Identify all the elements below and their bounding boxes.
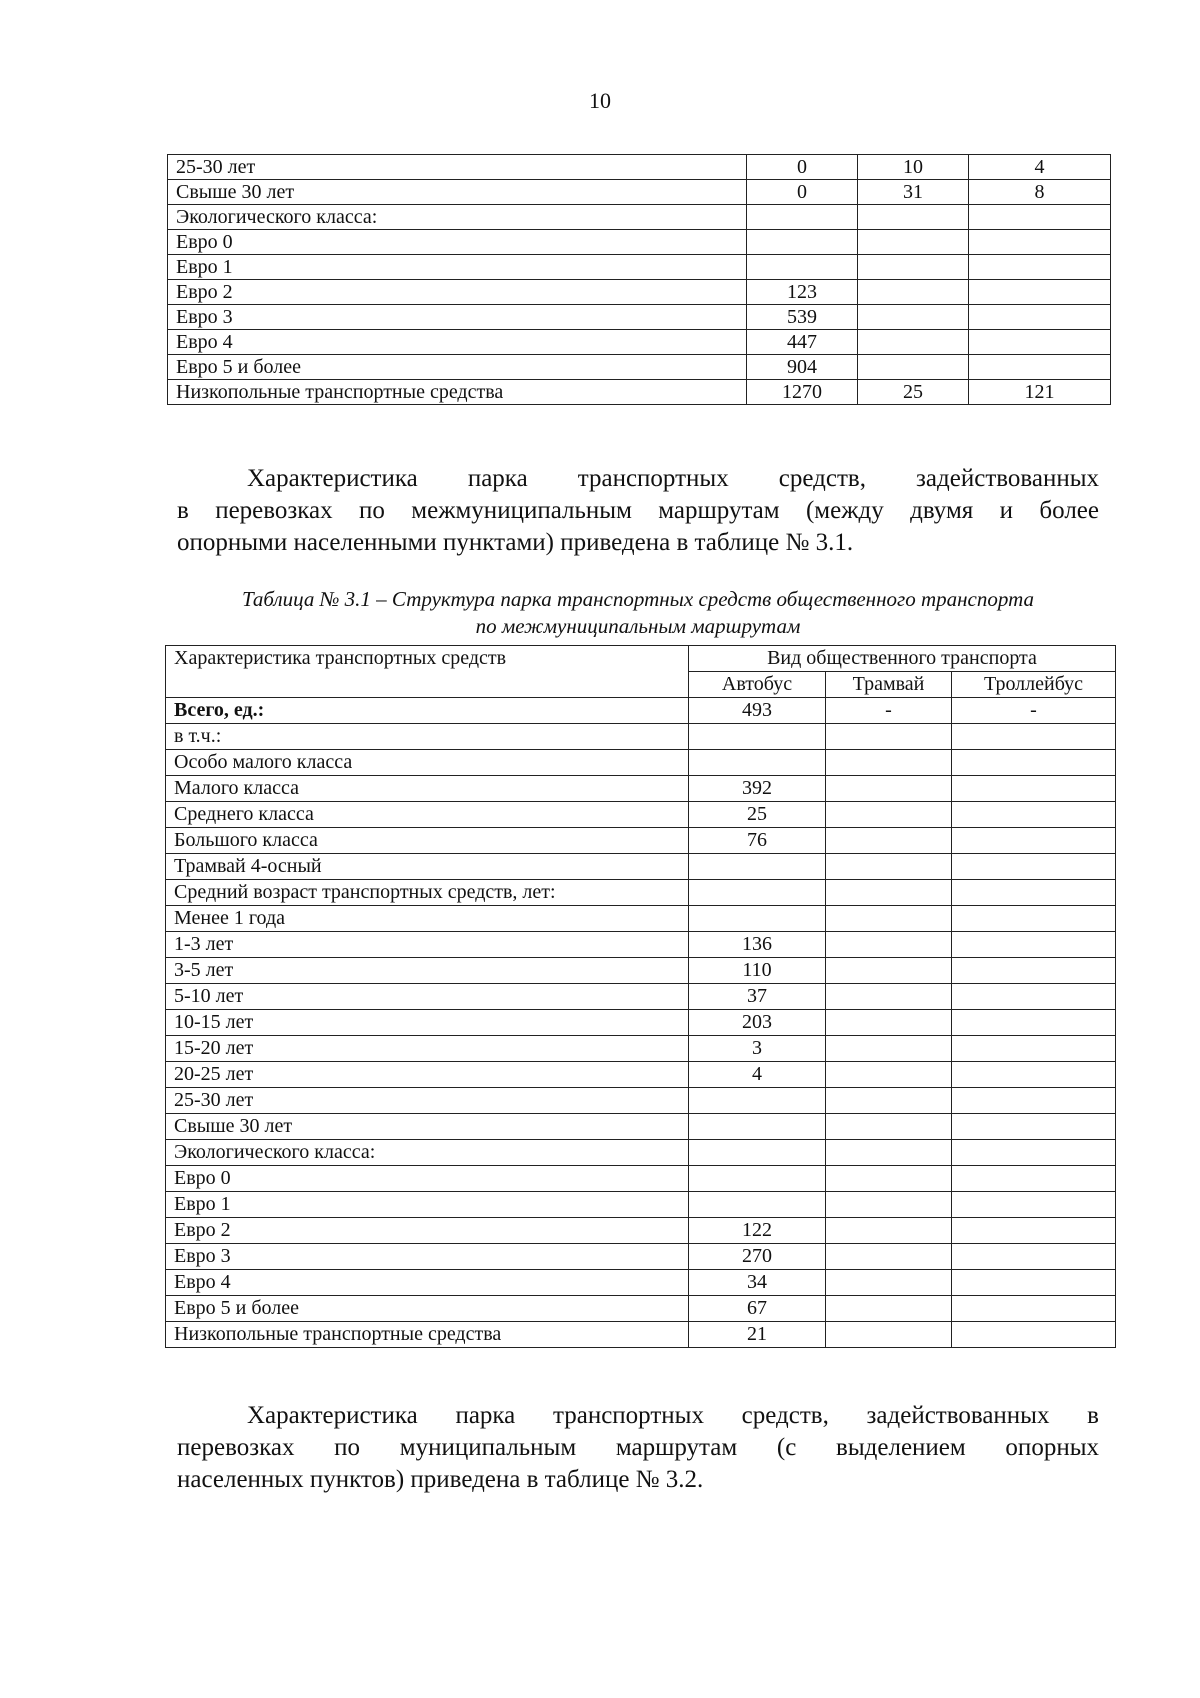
row-label: 20-25 лет [166, 1062, 689, 1088]
value-cell [952, 1192, 1116, 1218]
value-cell [826, 958, 952, 984]
value-cell [826, 750, 952, 776]
value-cell [969, 230, 1111, 255]
value-cell: 21 [689, 1322, 826, 1348]
value-cell [952, 1218, 1116, 1244]
table-row [166, 750, 1116, 776]
value-cell [689, 1114, 826, 1140]
value-cell: 136 [689, 932, 826, 958]
value-cell [969, 305, 1111, 330]
row-label: Евро 3 [166, 1244, 689, 1270]
row-label: Евро 5 и более [168, 355, 747, 380]
table-row [166, 906, 1116, 932]
intro-paragraph-table-3-1 [177, 463, 1099, 559]
row-label: Евро 3 [168, 305, 747, 330]
value-cell: 447 [747, 330, 858, 355]
value-cell: 110 [689, 958, 826, 984]
value-cell: 3 [689, 1036, 826, 1062]
value-cell [826, 880, 952, 906]
table-3-1-body [166, 698, 1116, 1348]
value-cell [689, 1192, 826, 1218]
value-cell [826, 1036, 952, 1062]
value-cell [952, 880, 1116, 906]
row-label: Евро 2 [168, 280, 747, 305]
value-cell: 31 [858, 180, 969, 205]
header-tram: Трамвай [826, 672, 952, 698]
row-label: 3-5 лет [166, 958, 689, 984]
intro-paragraph-table-3-2 [177, 1400, 1099, 1496]
value-cell [826, 854, 952, 880]
continued-fleet-table-body [168, 155, 1111, 405]
paragraph-line: опорными населенными пунктами) приведена в таблице № 3.1. [177, 529, 854, 556]
row-label: Евро 0 [166, 1166, 689, 1192]
row-label: Особо малого класса [166, 750, 689, 776]
value-cell [826, 802, 952, 828]
caption-line: по межмуниципальным маршрутам [475, 614, 801, 638]
value-cell: 34 [689, 1270, 826, 1296]
table-row [168, 355, 1111, 380]
table-row [168, 155, 1111, 180]
row-label: Свыше 30 лет [166, 1114, 689, 1140]
paragraph-line: населенных пунктов) приведена в таблице № 3.2. [177, 1466, 704, 1493]
value-cell [826, 1140, 952, 1166]
table-row [166, 932, 1116, 958]
paragraph-line: Характеристика парка транспортных средств, задействованных [247, 465, 1099, 492]
value-cell [952, 1062, 1116, 1088]
table-row [166, 1010, 1116, 1036]
value-cell [747, 205, 858, 230]
value-cell [826, 1296, 952, 1322]
value-cell [952, 1270, 1116, 1296]
table-row [166, 1192, 1116, 1218]
row-label: Евро 1 [166, 1192, 689, 1218]
row-label: Евро 4 [166, 1270, 689, 1296]
table-row [166, 1036, 1116, 1062]
table-row [168, 205, 1111, 230]
continued-fleet-table [167, 154, 1111, 405]
table-row [166, 776, 1116, 802]
value-cell [969, 205, 1111, 230]
table-row [166, 1166, 1116, 1192]
table-row [166, 828, 1116, 854]
value-cell: 25 [858, 380, 969, 405]
value-cell [952, 1244, 1116, 1270]
value-cell [952, 750, 1116, 776]
value-cell [826, 776, 952, 802]
row-label: Свыше 30 лет [168, 180, 747, 205]
table-row [166, 1088, 1116, 1114]
table-row [166, 1270, 1116, 1296]
value-cell: 121 [969, 380, 1111, 405]
value-cell [952, 1010, 1116, 1036]
value-cell: 4 [969, 155, 1111, 180]
row-label: 5-10 лет [166, 984, 689, 1010]
header-transport-type: Вид общественного транспорта [689, 646, 1116, 672]
value-cell [952, 1036, 1116, 1062]
header-characteristic: Характеристика транспортных средств [166, 646, 689, 698]
value-cell [689, 906, 826, 932]
value-cell [826, 1244, 952, 1270]
row-label: в т.ч.: [166, 724, 689, 750]
value-cell [826, 906, 952, 932]
table-row [168, 330, 1111, 355]
value-cell [826, 828, 952, 854]
table-row [168, 255, 1111, 280]
value-cell: 8 [969, 180, 1111, 205]
value-cell: 25 [689, 802, 826, 828]
value-cell [826, 984, 952, 1010]
value-cell [858, 280, 969, 305]
row-label: 1-3 лет [166, 932, 689, 958]
table-row [166, 724, 1116, 750]
value-cell [689, 750, 826, 776]
value-cell: 67 [689, 1296, 826, 1322]
row-label: Евро 1 [168, 255, 747, 280]
value-cell: 0 [747, 155, 858, 180]
value-cell [952, 1296, 1116, 1322]
row-label: 25-30 лет [166, 1088, 689, 1114]
value-cell [689, 1088, 826, 1114]
table-3-1 [165, 645, 1116, 1348]
value-cell [952, 1140, 1116, 1166]
table-row [166, 1296, 1116, 1322]
table-header-row [166, 646, 1116, 672]
value-cell [858, 305, 969, 330]
value-cell [952, 724, 1116, 750]
table-row [166, 1114, 1116, 1140]
value-cell [689, 724, 826, 750]
caption-line: Таблица № 3.1 – Структура парка транспортных средств общественного транспорта [241, 587, 1035, 611]
value-cell [826, 724, 952, 750]
row-label: Евро 0 [168, 230, 747, 255]
value-cell [952, 958, 1116, 984]
row-label: Трамвай 4-осный [166, 854, 689, 880]
value-cell: 37 [689, 984, 826, 1010]
value-cell [858, 355, 969, 380]
value-cell [826, 1166, 952, 1192]
row-label: Большого класса [166, 828, 689, 854]
value-cell: 4 [689, 1062, 826, 1088]
value-cell [969, 255, 1111, 280]
header-trolleybus: Троллейбус [952, 672, 1116, 698]
value-cell [858, 255, 969, 280]
value-cell [858, 330, 969, 355]
value-cell [952, 1114, 1116, 1140]
value-cell: 76 [689, 828, 826, 854]
row-label: Евро 4 [168, 330, 747, 355]
value-cell: 493 [689, 698, 826, 724]
value-cell: 392 [689, 776, 826, 802]
table-row [166, 1218, 1116, 1244]
value-cell: - [952, 698, 1116, 724]
table-row [166, 1322, 1116, 1348]
paragraph-line: Характеристика парка транспортных средств, задействованных в [247, 1402, 1099, 1429]
row-label: Низкопольные транспортные средства [166, 1322, 689, 1348]
row-label: Малого класса [166, 776, 689, 802]
row-label: Низкопольные транспортные средства [168, 380, 747, 405]
row-label: Евро 5 и более [166, 1296, 689, 1322]
value-cell [689, 880, 826, 906]
table-row [166, 984, 1116, 1010]
value-cell: 270 [689, 1244, 826, 1270]
table-row [166, 1244, 1116, 1270]
row-label: Экологического класса: [166, 1140, 689, 1166]
table-row [166, 802, 1116, 828]
table-3-1-caption [177, 586, 1099, 640]
value-cell [952, 984, 1116, 1010]
value-cell [826, 1010, 952, 1036]
table-row [166, 698, 1116, 724]
table-row [168, 305, 1111, 330]
value-cell [952, 776, 1116, 802]
value-cell [689, 1166, 826, 1192]
value-cell [952, 906, 1116, 932]
value-cell [969, 355, 1111, 380]
value-cell [952, 1322, 1116, 1348]
header-bus: Автобус [689, 672, 826, 698]
table-row [166, 1062, 1116, 1088]
value-cell [826, 1088, 952, 1114]
row-label: 25-30 лет [168, 155, 747, 180]
value-cell [952, 1088, 1116, 1114]
value-cell [858, 205, 969, 230]
value-cell [952, 1166, 1116, 1192]
value-cell: 904 [747, 355, 858, 380]
value-cell [826, 1114, 952, 1140]
value-cell [747, 255, 858, 280]
value-cell [826, 932, 952, 958]
row-label: Евро 2 [166, 1218, 689, 1244]
table-row [166, 854, 1116, 880]
value-cell [826, 1192, 952, 1218]
value-cell: 1270 [747, 380, 858, 405]
paragraph-line: перевозках по муниципальным маршрутам (с выделением опорных [177, 1434, 1099, 1461]
value-cell: 203 [689, 1010, 826, 1036]
value-cell [826, 1270, 952, 1296]
value-cell [747, 230, 858, 255]
value-cell [952, 932, 1116, 958]
value-cell [952, 854, 1116, 880]
value-cell: 10 [858, 155, 969, 180]
value-cell [969, 330, 1111, 355]
table-row [166, 1140, 1116, 1166]
row-label: Среднего класса [166, 802, 689, 828]
value-cell [689, 854, 826, 880]
value-cell [826, 1218, 952, 1244]
row-label: Менее 1 года [166, 906, 689, 932]
value-cell: 122 [689, 1218, 826, 1244]
row-label: Экологического класса: [168, 205, 747, 230]
table-row [168, 380, 1111, 405]
value-cell [952, 828, 1116, 854]
value-cell: 123 [747, 280, 858, 305]
table-row [168, 180, 1111, 205]
table-row [166, 958, 1116, 984]
table-row [166, 880, 1116, 906]
row-label: Средний возраст транспортных средств, лет: [166, 880, 689, 906]
value-cell [952, 802, 1116, 828]
page-number: 10 [589, 88, 611, 113]
value-cell [826, 1322, 952, 1348]
value-cell: 0 [747, 180, 858, 205]
row-label: Всего, ед.: [166, 698, 689, 724]
paragraph-line: в перевозках по межмуниципальным маршрутам (между двумя и более [177, 497, 1099, 524]
table-row [168, 230, 1111, 255]
value-cell: - [826, 698, 952, 724]
row-label: 15-20 лет [166, 1036, 689, 1062]
row-label: 10-15 лет [166, 1010, 689, 1036]
value-cell [858, 230, 969, 255]
value-cell: 539 [747, 305, 858, 330]
table-row [168, 280, 1111, 305]
value-cell [969, 280, 1111, 305]
value-cell [826, 1062, 952, 1088]
value-cell [689, 1140, 826, 1166]
